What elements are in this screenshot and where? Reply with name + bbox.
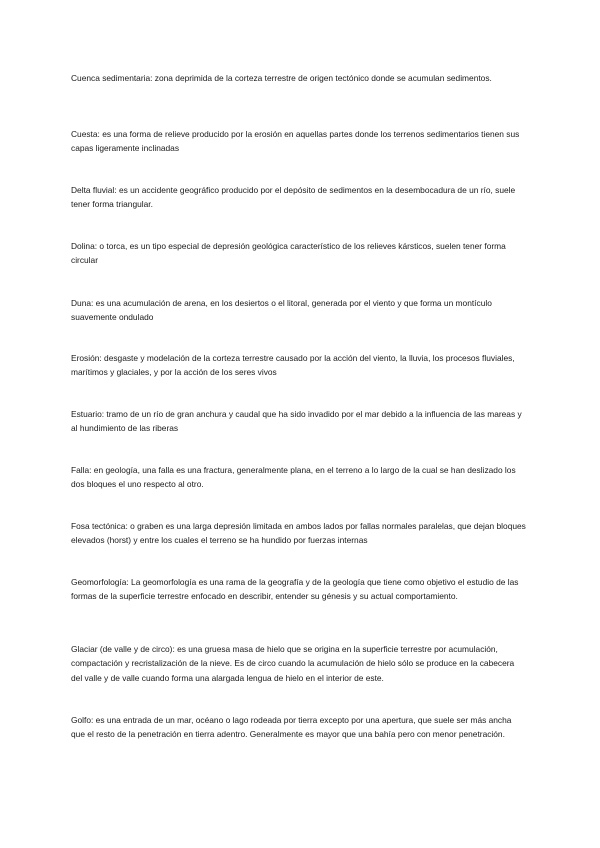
glossary-entry-geomorfologia: Geomorfología: La geomorfología es una rama de la geografía y de la geología que tiene como objetivo el estudio de las formas de la superficie terrestre enfocado en describir, entender su génesis y su actual comportamiento.	[71, 577, 519, 602]
glossary-entry-erosion: Erosión: desgaste y modelación de la corteza terrestre causado por la acción del viento, la lluvia, los procesos fluviales, marítimos y glaciales, y por la acción de los seres vivos	[71, 353, 515, 378]
glossary-entry-duna: Duna: es una acumulación de arena, en los desiertos o el litoral, generada por el viento y que forma un montículo suavemente ondulado	[71, 298, 492, 323]
glossary-entry-golfo: Golfo: es una entrada de un mar, océano o lago rodeada por tierra excepto por una apertura, que suele ser más ancha que el resto de la penetración en tierra adentro. Generalmente es mayor que una bahía pero con menor penetración.	[71, 715, 512, 740]
glossary-entry-cuesta: Cuesta: es una forma de relieve producido por la erosión en aquellas partes donde los terrenos sedimentarios tienen sus capas ligeramente inclinadas	[71, 129, 520, 154]
glossary-entry-estuario: Estuario: tramo de un río de gran anchura y caudal que ha sido invadido por el mar debido a la influencia de las mareas y al hundimiento de las riberas	[71, 409, 522, 434]
glossary-entry-falla: Falla: en geología, una falla es una fractura, generalmente plana, en el terreno a lo largo de la cual se han deslizado los dos bloques el uno respecto al otro.	[71, 465, 516, 490]
glossary-entry-glaciar: Glaciar (de valle y de circo): es una gruesa masa de hielo que se origina en la superficie terrestre por acumulación, compactación y recristalización de la nieve. Es de circo cuando la acumulación de hielo sólo se produce en la cabecera del valle y de valle cuando forma una alargada lengua de hielo en el interior de este.	[71, 644, 515, 683]
glossary-entry-delta-fluvial: Delta fluvial: es un accidente geográfico producido por el depósito de sedimentos en la desembocadura de un río, suele tener forma triangular.	[71, 185, 516, 210]
glossary-entry-dolina: Dolina: o torca, es un tipo especial de depresión geológica característico de los relieves kársticos, suelen tener forma circular	[71, 241, 506, 266]
glossary-entry-fosa-tectonica: Fosa tectónica: o graben es una larga depresión limitada en ambos lados por fallas normales paralelas, que dejan bloques elevados (horst) y entre los cuales el terreno se ha hundido por fuerzas internas	[71, 521, 526, 546]
glossary-entry-cuenca-sedimentaria: Cuenca sedimentaria: zona deprimida de la corteza terrestre de origen tectónico donde se acumulan sedimentos.	[71, 73, 492, 83]
